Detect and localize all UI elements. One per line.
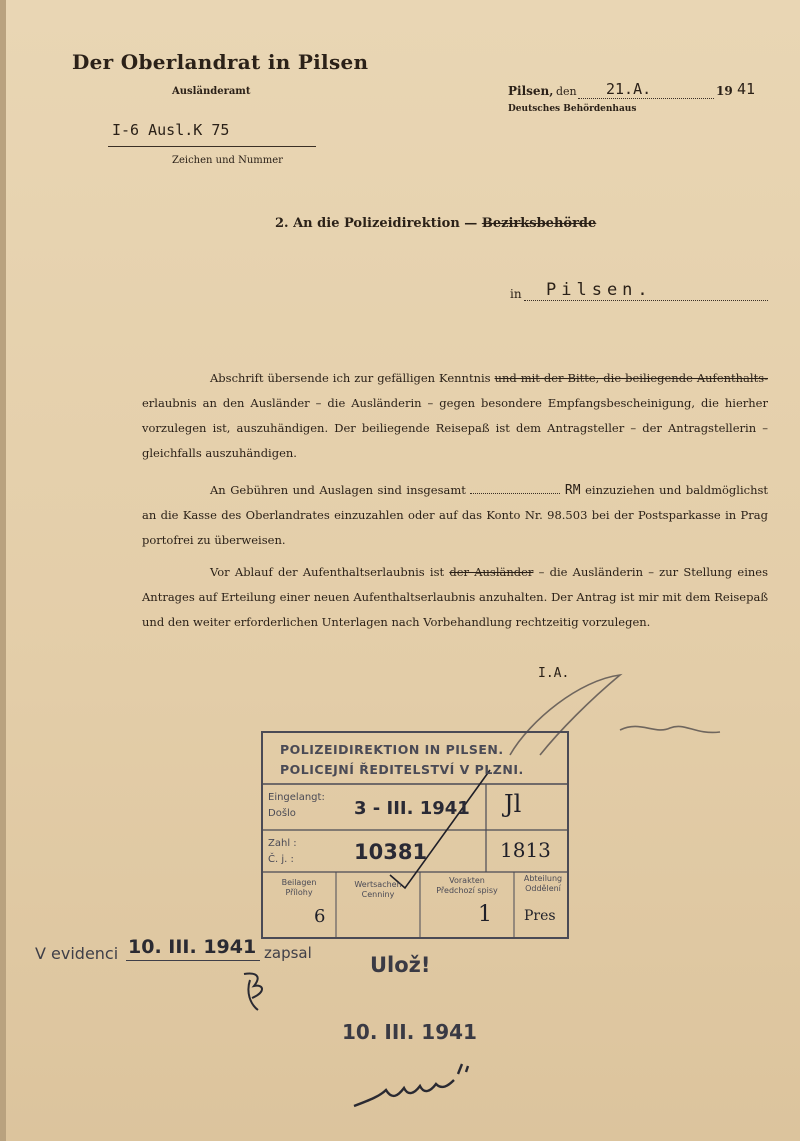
date-value: 21.A. — [606, 80, 652, 98]
registry-number: 10381 — [354, 840, 428, 864]
col-previous-files-label — [422, 876, 512, 896]
evidence-date: 10. III. 1941 — [128, 936, 257, 958]
col4-de: Abteilung — [523, 874, 563, 883]
authority-title: Der Oberlandrat in Pilsen — [72, 50, 369, 74]
date-dotted-line — [578, 98, 714, 99]
currency-label: RM — [564, 483, 581, 498]
place-dotted-line — [524, 300, 768, 301]
col-previous-files-value: 1 — [478, 902, 492, 927]
reference-underline — [108, 146, 316, 147]
evidence-label: V evidenci — [35, 944, 119, 963]
city-label: Pilsen, — [508, 84, 554, 98]
handwritten-number: 1813 — [500, 838, 551, 862]
year-prefix: 19 — [716, 84, 733, 98]
recorded-label: zapsal — [264, 944, 312, 962]
reference-number: I-6 Ausl.K 75 — [112, 121, 230, 139]
year-suffix: 41 — [737, 80, 756, 98]
place-value: Pilsen. — [546, 280, 653, 300]
col-valuables-label — [340, 880, 416, 900]
p1-struck: und mit der Bitte, die beiliegende Aufenthalts- — [494, 371, 768, 385]
paragraph-3 — [142, 560, 768, 635]
addressee-text: 2. An die Polizeidirektion — — [275, 216, 482, 231]
file-date: 10. III. 1941 — [342, 1020, 477, 1044]
col-department-label — [516, 874, 570, 894]
p2-text-b: einzuziehen und baldmöglichst an die Kasse des Oberlandrates einzuzahlen oder auf das Konto Nr. 98.503 bei der Postsparkasse in Prag portofrei zu überweisen. — [142, 483, 769, 547]
col2-de: Wertsachen — [354, 880, 402, 889]
handwritten-initials: Jl — [504, 790, 522, 818]
received-label-de: Eingelangt: — [268, 792, 325, 803]
stamp-line-1: POLIZEIDIREKTION IN PILSEN. — [280, 742, 504, 757]
final-signature-icon — [350, 1060, 480, 1116]
col2-cz: Cenniny — [361, 890, 395, 899]
reference-label: Zeichen und Nummer — [172, 155, 283, 166]
p2-text-a: An Gebühren und Auslagen sind insgesamt — [210, 483, 471, 497]
page-edge — [0, 0, 6, 1141]
evidence-underline — [126, 960, 260, 961]
office-name: Ausländeramt — [172, 86, 251, 97]
received-label-cz: Došlo — [268, 808, 296, 819]
col3-de: Vorakten — [449, 876, 485, 885]
file-note: Ulož! — [370, 953, 431, 977]
p1-text-a: Abschrift übersende ich zur gefälligen Kenntnis — [210, 371, 495, 385]
incoming-stamp — [260, 730, 572, 942]
paragraph-1 — [142, 366, 768, 466]
paragraph-2 — [142, 478, 768, 553]
building-name: Deutsches Behördenhaus — [508, 104, 637, 114]
number-label-de: Zahl : — [268, 838, 297, 849]
addressee-line — [275, 216, 596, 231]
received-date: 3 - III. 1941 — [354, 798, 470, 819]
number-label-cz: Č. j. : — [268, 854, 294, 865]
amount-dotted-line — [470, 493, 560, 494]
p3-text-a: Vor Ablauf der Aufenthaltserlaubnis ist — [210, 565, 450, 579]
addressee-struck: Bezirksbehörde — [481, 216, 597, 231]
col1-cz: Přílohy — [285, 888, 313, 897]
col-department-value: Pres — [524, 908, 556, 924]
p1-text-b: erlaubnis an den Ausländer – die Ausländerin – gegen besondere Empfangsbescheinigung, die hierher vorzulegen ist, auszuhändigen. Der beiliegende Reisepaß ist dem Antragsteller – der Antragstellerin – gleichfalls auszuhändigen. — [142, 396, 768, 460]
col1-de: Beilagen — [281, 878, 317, 887]
col3-cz: Předchozí spisy — [436, 886, 498, 895]
p3-text-b: – die Ausländerin – zur Stellung eines Antrages auf Erteilung einer neuen Aufenthaltserlaubnis anzuhalten. Der Antrag ist mir mit dem Reisepaß und den weiter erforderlichen Unterlagen nach Vorbehandlung rechtzeitig vorzulegen. — [142, 565, 768, 629]
col4-cz: Oddělení — [525, 884, 561, 893]
p3-struck: der Ausländer — [449, 565, 534, 579]
in-label: in — [510, 287, 522, 301]
col-attachments-value: 6 — [314, 906, 326, 927]
col-attachments-label — [266, 878, 332, 898]
closing-ia: I.A. — [538, 666, 570, 681]
den-label: den — [556, 85, 577, 98]
recorder-initial-icon — [236, 968, 276, 1014]
stamp-line-2: POLICEJNÍ ŘEDITELSTVÍ V PLZNI. — [280, 762, 524, 777]
